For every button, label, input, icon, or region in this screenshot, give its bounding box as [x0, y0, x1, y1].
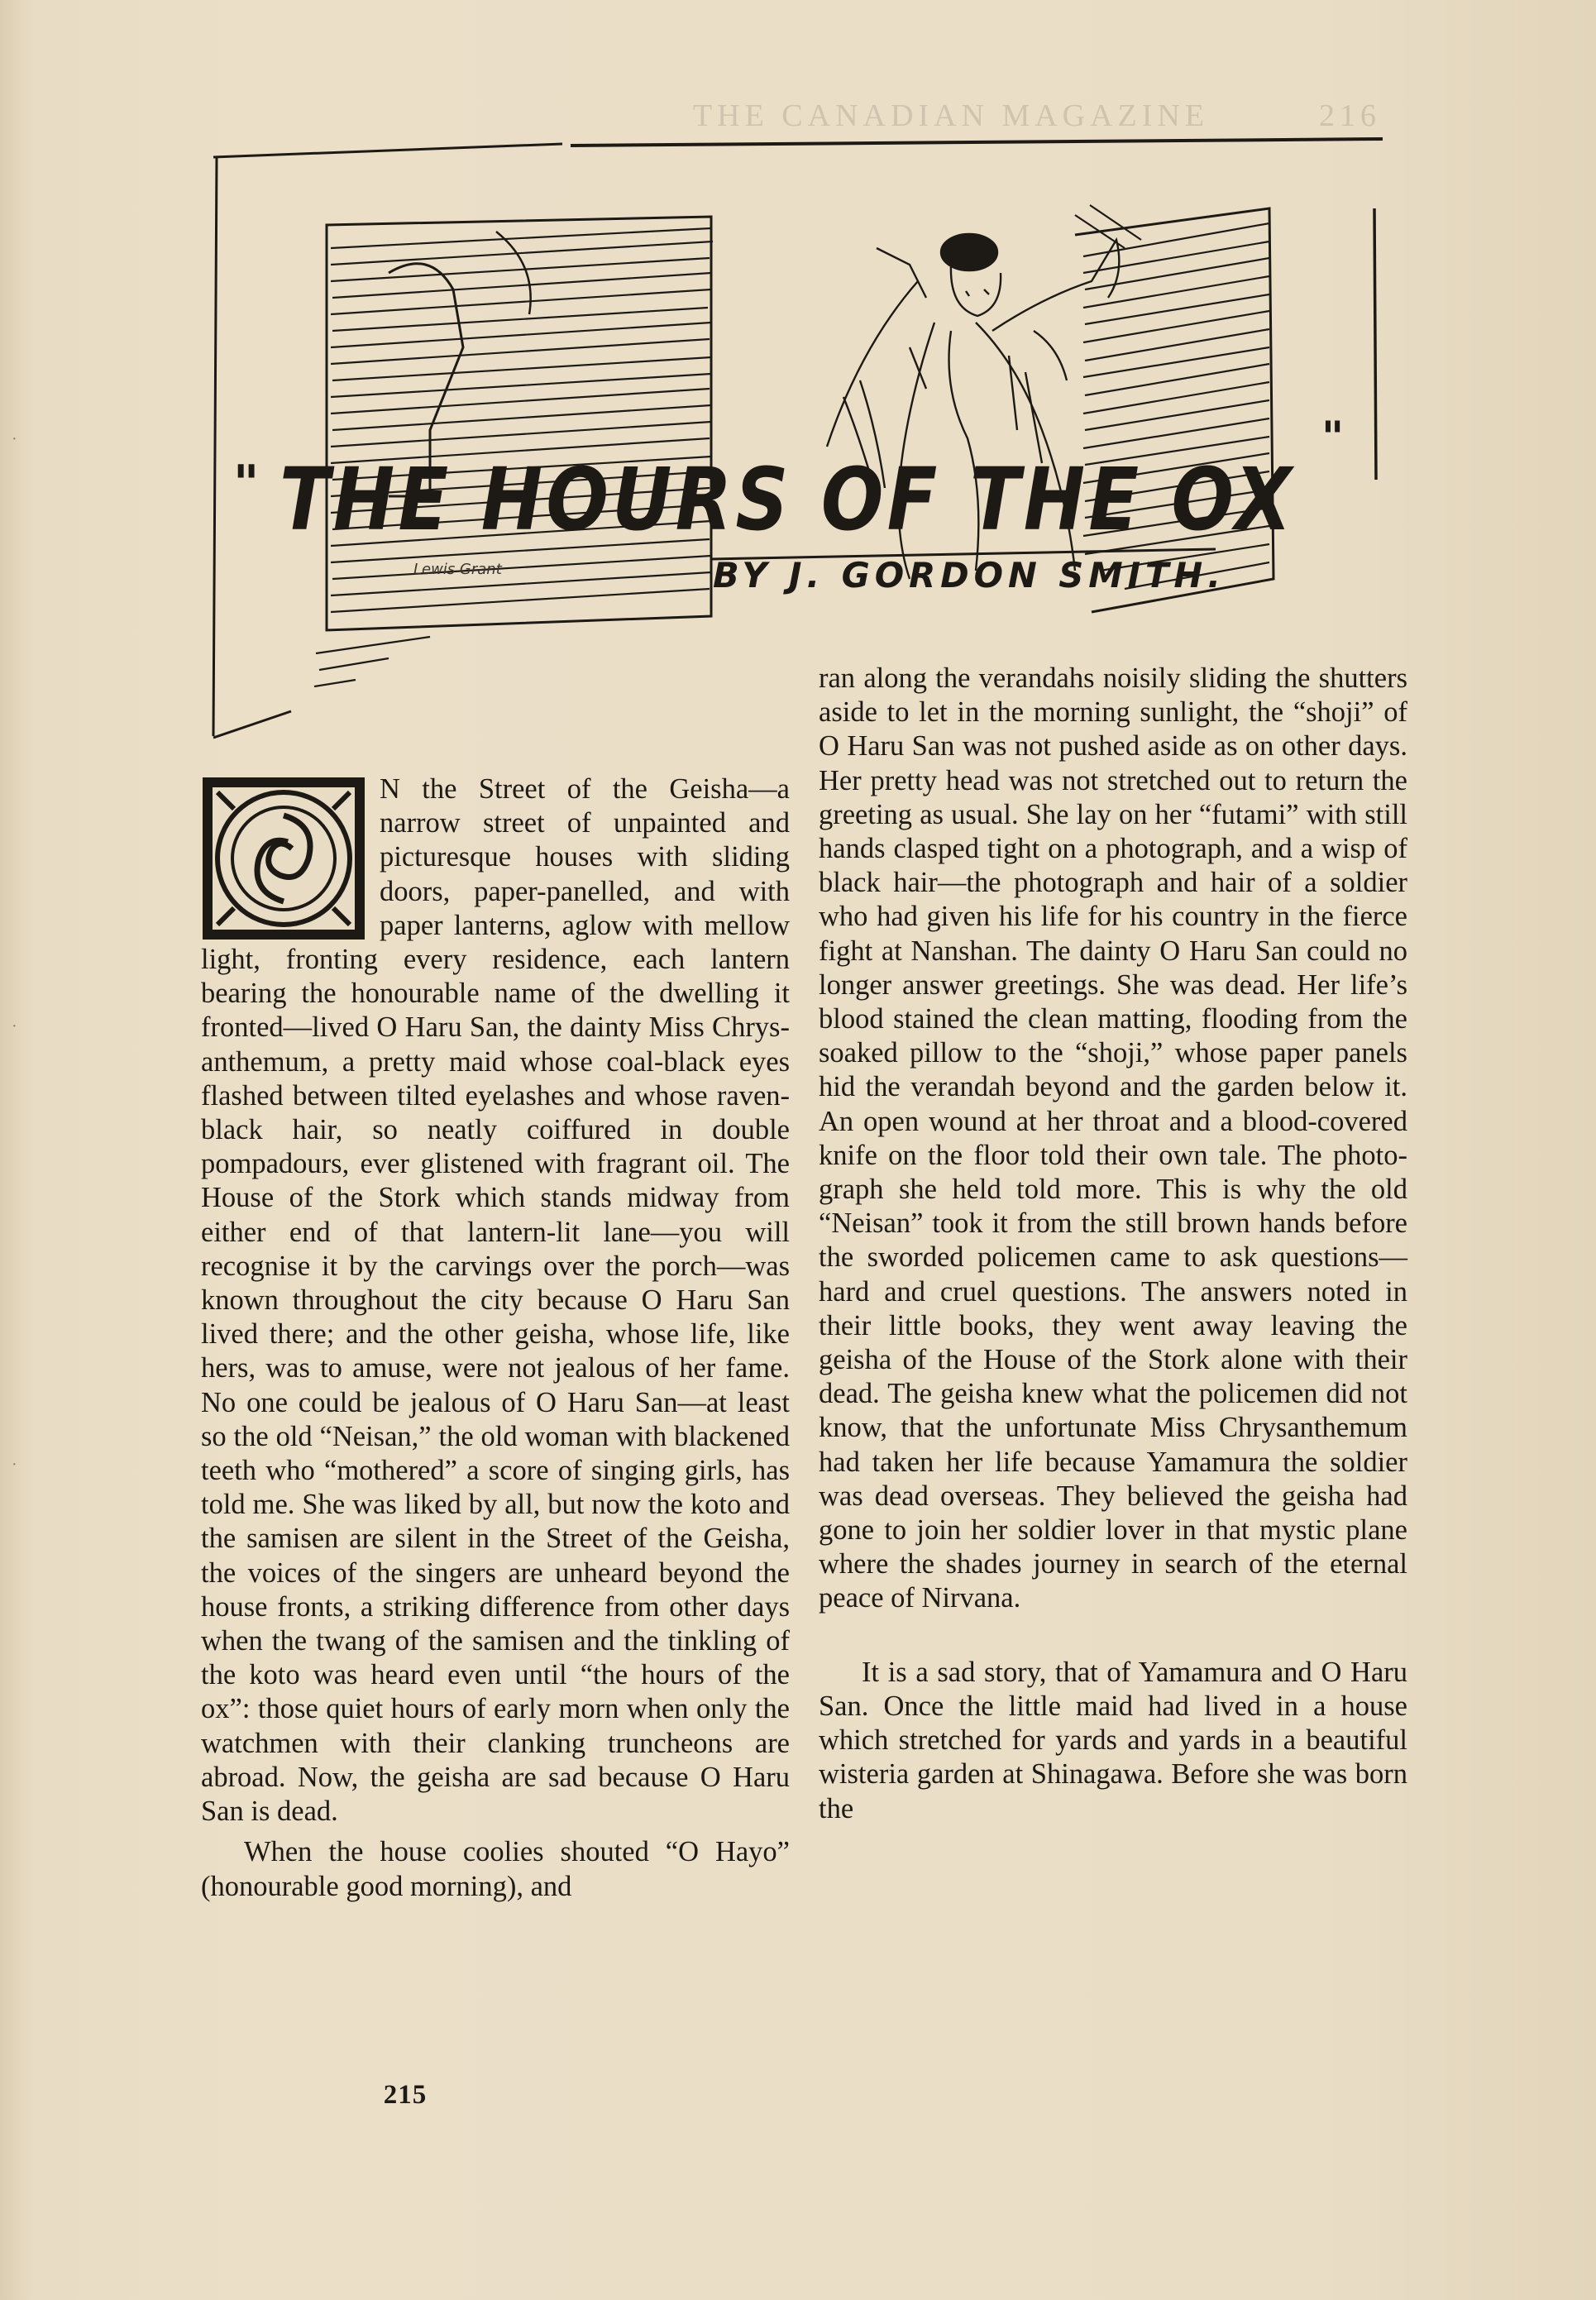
title-close-quote: ": [1321, 413, 1345, 462]
left-paragraph-2: When the house coolies shouted “O Hayo” (honourable good morning), and: [201, 1836, 790, 1902]
running-header-text: THE CANADIAN MAGAZINE: [692, 98, 1210, 133]
binding-hole-mark: ·: [12, 430, 17, 448]
frame-lines: [213, 139, 1383, 738]
byline: BY J. GORDON SMITH.: [713, 555, 1226, 595]
title-open-quote: ": [233, 455, 260, 513]
article-left-column: [201, 772, 790, 1904]
page-number: 215: [383, 2080, 428, 2110]
right-paragraph-2: It is a sad story, that of Yamamura and O Haru San. Once the little maid had lived in a house which stretched for yards and yards in a beautiful wisteria garden at Shinagawa. Before she was born the: [819, 1656, 1407, 1824]
right-paragraph-1: ran along the verandahs noisily sliding the shutters aside to let in the morning sunlight, the “shoji” of O Haru San was not pushed aside as on other days. Her pretty head was not stretched out to return the greeting as usual. She lay on her “futami” with still hands clasped tight on a photograph, and a wisp of black hair—the photograph and hair of a soldier who had given his life for his country in the fierce fight at Nanshan. The dainty O Haru San could no longer answer greetings. She was dead. Her life’s blood stained the clean matting, flooding from the soaked pillow to the “shoji,” whose paper panels hid the verandah beyond and the garden below it. An open wound at her throat and a blood-covered knife on the floor told their own tale. The photograph she held told more. This is why the old “Neisan” took it from the still brown hands before the sworded policemen came to ask questions—hard and cruel questions. The answers noted in their little books, they went away leaving the geisha of the House of the Stork alone with their dead. The geisha knew what the policemen did not know, that the unfortunate Miss Chrysanthemum had taken her life because Yamamura the soldier was dead overseas. They believed the geisha had gone to join her soldier lover in that mystic plane where the shades journey in search of the eternal peace of Nirvana.: [819, 662, 1407, 1614]
left-paragraph-1: N the Street of the Geisha—a narrow street of unpainted and picturesque houses with sliding doors, paper-panelled, and with paper lanterns, aglow with mellow light, fronting every residence, each lantern bearing the honourable name of the dwelling it fronted—lived O Haru San, the dainty Miss Chrysanthemum, a pretty maid whose coal-black eyes flashed between tilted eyelashes and whose raven-black hair, so neatly coiffured in double pompadours, ever glistened with fragrant oil. The House of the Stork which stands midway from either end of that lantern-lit lane—you will recognise it by the carvings over the porch—was known throughout the city because O Haru San lived there; and the other geisha, whose life, like hers, was to amuse, were not jealous of her fame. No one could be jealous of O Haru San—at least so the old “Neisan,” the old woman with blackened teeth who “mothered” a score of singing girls, has told me. She was liked by all, but now the koto and the samisen are silent in the Street of the Geisha, the voices of the singers are unheard beyond the house fronts, a striking difference from other days when the twang of the samisen and the tinkling of the koto was heard even until “the hours of the ox”: those quiet hours of early morn when only the watchmen with their clanking truncheons are abroad. Now, the geisha are sad because O Haru San is dead.: [201, 773, 790, 1828]
title-illustration: [0, 0, 1596, 761]
binding-hole-mark: ·: [12, 1017, 17, 1035]
title-text: THE HOURS OF THE OX: [280, 449, 1295, 550]
binding-hole-mark: ·: [12, 1456, 17, 1474]
artist-signature: Lewis Grant: [413, 561, 502, 578]
drop-cap-ornament: [201, 776, 366, 941]
title-lettering: [233, 413, 1344, 595]
running-header-page: 216: [1319, 98, 1381, 133]
article-right-column: [819, 662, 1407, 1826]
